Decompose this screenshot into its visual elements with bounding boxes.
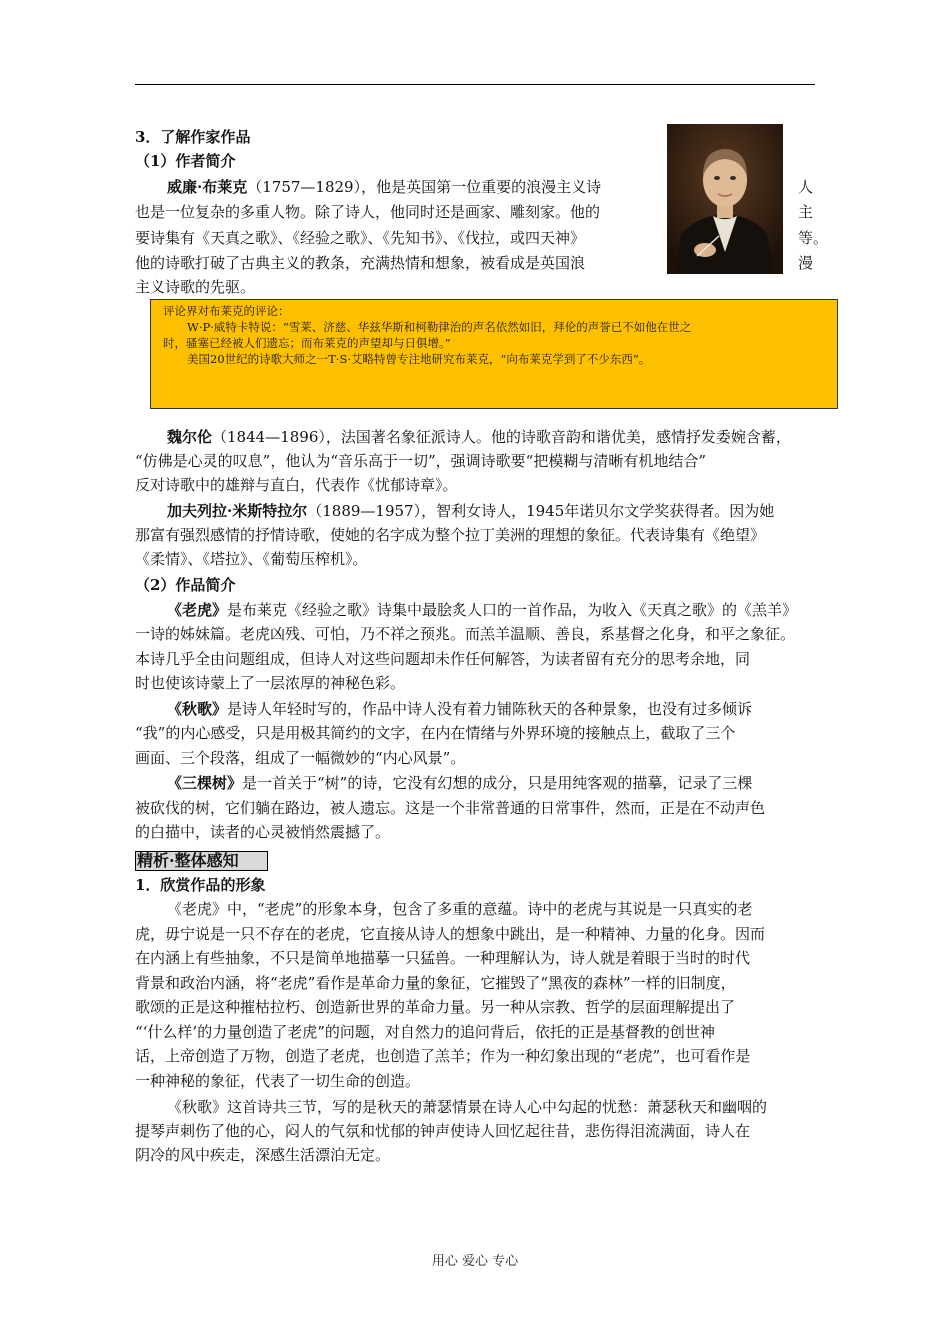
analysis-p1-line-3: 在内涵上有些抽象，不只是简单地描摹一只猛兽。一种理解认为，诗人就是着眼于当时的时代 bbox=[135, 949, 751, 967]
mistral-name: 加夫列拉·米斯特拉尔 bbox=[167, 502, 308, 520]
quote-box-title: 评论界对布莱克的评论： bbox=[163, 304, 290, 318]
autumn-line-1: 《秋歌》是诗人年轻时写的，作品中诗人没有着力铺陈秋天的各种景象，也没有过多倾诉 bbox=[167, 700, 753, 718]
mistral-line-2: 那富有强烈感情的抒情诗歌，使她的名字成为整个拉丁美洲的理想的象征。代表诗集有《绝望》 bbox=[135, 526, 766, 544]
blake-line-4: 他的诗歌打破了古典主义的教条，充满热情和想象，被看成是英国浪 bbox=[135, 254, 586, 272]
blake-line-3-tail: 等。 bbox=[798, 229, 829, 247]
mistral-line-1: 加夫列拉·米斯特拉尔（1889—1957），智利女诗人，1945年诺贝尔文学奖获得者。因为她 bbox=[167, 502, 775, 520]
analysis-p1-line-7: 话，上帝创造了万物，创造了老虎，也创造了羔羊；作为一种幻象出现的“老虎”，也可看作是 bbox=[135, 1047, 751, 1065]
verlaine-line-1: 魏尔伦（1844—1896），法国著名象征派诗人。他的诗歌音韵和谐优美，感情抒发委婉含蓄， bbox=[167, 428, 791, 446]
header-rule bbox=[135, 84, 815, 85]
blake-line-2: 也是一位复杂的多重人物。除了诗人，他同时还是画家、雕刻家。他的 bbox=[135, 203, 601, 221]
tiger-title: 《老虎》 bbox=[167, 601, 228, 619]
autumn-line-3: 画面、三个段落，组成了一幅微妙的“内心风景”。 bbox=[135, 749, 466, 767]
blake-line-2-tail: 主 bbox=[798, 203, 814, 221]
analysis-p1-line-2: 虎，毋宁说是一只不存在的老虎，它直接从诗人的想象中跳出，是一种精神、力量的化身。因而 bbox=[135, 925, 766, 943]
verlaine-line-2: “仿佛是心灵的叹息”，他认为“音乐高于一切”，强调诗歌要“把模糊与清晰有机地结合” bbox=[135, 452, 707, 470]
tiger-line-4: 时也使该诗蒙上了一层浓厚的神秘色彩。 bbox=[135, 674, 406, 692]
blake-line-3: 要诗集有《天真之歌》、《经验之歌》、《先知书》、《伐拉，或四天神》 bbox=[135, 229, 586, 247]
verlaine-name: 魏尔伦 bbox=[167, 428, 213, 446]
analysis-p2-line-2: 提琴声刺伤了他的心，闷人的气氛和忧郁的钟声使诗人回忆起往昔，悲伤得泪流满面，诗人在 bbox=[135, 1122, 751, 1140]
analysis-p1-line-4: 背景和政治内涵，将“老虎”看作是革命力量的象征，它摧毁了“黑夜的森林”一样的旧制度， bbox=[135, 974, 736, 992]
tiger-line-1: 《老虎》是布莱克《经验之歌》诗集中最脍炙人口的一首作品，为收入《天真之歌》的《羔羊》 bbox=[167, 601, 798, 619]
autumn-title: 《秋歌》 bbox=[167, 700, 228, 718]
blake-line-5: 主义诗歌的先驱。 bbox=[135, 278, 256, 296]
section-heading: 3．了解作家作品 bbox=[135, 128, 251, 146]
blake-line-1-tail: 人 bbox=[798, 178, 814, 196]
analysis-p2-line-3: 阴冷的风中疾走，深感生活漂泊无定。 bbox=[135, 1146, 391, 1164]
critics-quote-box bbox=[150, 299, 838, 409]
blake-line-4-tail: 漫 bbox=[798, 254, 814, 272]
verlaine-line-3: 反对诗歌中的雄辩与直白，代表作《忧郁诗章》。 bbox=[135, 476, 458, 494]
quote-1-line-2: 时，骚塞已经被人们遗忘；而布莱克的声望却与日俱增。” bbox=[163, 336, 451, 350]
mistral-line-3: 《柔情》、《塔拉》、《葡萄压榨机》。 bbox=[135, 550, 368, 568]
trees-title: 《三棵树》 bbox=[167, 774, 243, 792]
analysis-p1-line-5: 歌颂的正是这种摧枯拉朽、创造新世界的革命力量。另一种从宗教、哲学的层面理解提出了 bbox=[135, 998, 736, 1016]
section-head-analysis: 精析·整体感知 bbox=[135, 851, 268, 871]
portrait-illustration bbox=[667, 124, 783, 274]
tiger-line-3: 本诗几乎全由问题组成，但诗人对这些问题却未作任何解答，为读者留有充分的思考余地，同 bbox=[135, 650, 751, 668]
page-footer: 用心 爱心 专心 bbox=[431, 1254, 519, 1269]
trees-line-2: 被砍伐的树，它们躺在路边，被人遗忘。这是一个非常普通的日常事件，然而，正是在不动声色 bbox=[135, 799, 766, 817]
analysis-p1-line-8: 一种神秘的象征，代表了一切生命的创造。 bbox=[135, 1072, 421, 1090]
trees-line-1: 《三棵树》是一首关于“树”的诗，它没有幻想的成分，只是用纯客观的描摹，记录了三棵 bbox=[167, 774, 753, 792]
trees-line-3: 的白描中，读者的心灵被悄然震撼了。 bbox=[135, 823, 391, 841]
analysis-p1-line-6: “‘什么样’的力量创造了老虎”的问题，对自然力的追问背后，依托的正是基督教的创世神 bbox=[135, 1023, 715, 1041]
tiger-line-2: 一诗的姊妹篇。老虎凶残、可怕，乃不祥之预兆。而羔羊温顺、善良，系基督之化身，和平之象征。 bbox=[135, 625, 796, 643]
quote-1-line-1: W·P·威特卡特说：“雪莱、济慈、华兹华斯和柯勒律治的声名依然如旧，拜伦的声誉已不如他在世之 bbox=[187, 320, 692, 334]
subsection-works-heading: （2）作品简介 bbox=[135, 576, 236, 594]
autumn-line-2: “我”的内心感受，只是用极其简约的文字，在内在情绪与外界环境的接触点上，截取了三个 bbox=[135, 724, 736, 742]
blake-portrait-image bbox=[667, 124, 783, 274]
analysis-heading: 1．欣赏作品的形象 bbox=[135, 876, 266, 894]
analysis-p2-line-1: 《秋歌》这首诗共三节，写的是秋天的萧瑟情景在诗人心中勾起的忧愁：萧瑟秋天和幽咽的 bbox=[167, 1098, 768, 1116]
analysis-p1-line-1: 《老虎》中，“老虎”的形象本身，包含了多重的意蕴。诗中的老虎与其说是一只真实的老 bbox=[167, 900, 753, 918]
subsection-author-heading: （1）作者简介 bbox=[135, 152, 236, 170]
quote-2: 美国20世纪的诗歌大师之一T·S·艾略特曾专注地研究布莱克，“向布莱克学到了不少东西”。 bbox=[187, 352, 651, 366]
blake-line-1: 威廉·布莱克（1757—1829），他是英国第一位重要的浪漫主义诗 bbox=[167, 178, 602, 196]
blake-name: 威廉·布莱克 bbox=[167, 178, 248, 196]
